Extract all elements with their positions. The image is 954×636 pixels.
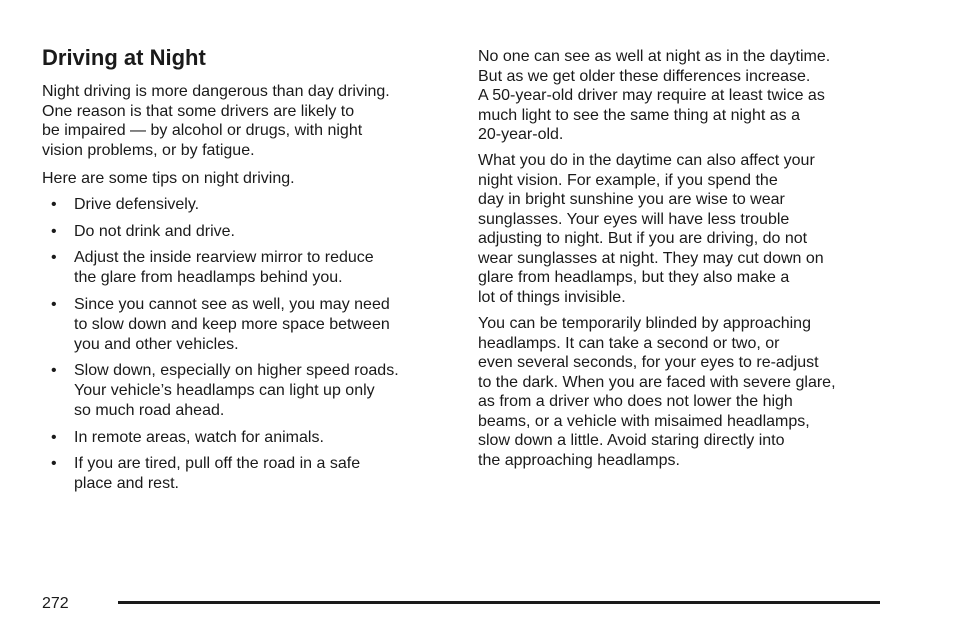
paragraph-daytime: What you do in the daytime can also affect your night vision. For example, if you spend the day in bright sunshine you are wise to wear sunglasses. Your eyes will have less trouble adjusting to night. But if you are driving, do not wear sunglasses at night. They may cut down on glare from headlamps, but they also make a lot of things invisible.: [478, 152, 824, 306]
paragraph-age: No one can see as well at night as in the daytime. But as we get older these differences increase. A 50-year-old driver may require at least twice as much light to see the same thing at night as a 20-year-old.: [478, 48, 831, 143]
paragraph-glare: You can be temporarily blinded by approaching headlamps. It can take a second or two, or even several seconds, for your eyes to re-adjust to the dark. When you are faced with severe glare, as from a driver who does not lower the high beams, or a vehicle with misaimed headlamps, slow down a little. Avoid staring directly into the approaching headlamps.: [478, 315, 836, 469]
tips-intro: Here are some tips on night driving.: [42, 170, 295, 187]
tip-text: In remote areas, watch for animals.: [74, 428, 324, 446]
footer-rule: [118, 601, 880, 604]
tips-list: [42, 195, 452, 501]
list-item: • Drive defensively.: [51, 196, 200, 213]
list-item: • Slow down, especially on higher speed roads. Your vehicle’s headlamps can light up only so much road ahead.: [51, 362, 399, 419]
section-heading: Driving at Night: [42, 45, 206, 70]
tip-text: Slow down, especially on higher speed roads. Your vehicle’s headlamps can light up only so much road ahead.: [74, 362, 399, 419]
list-item: • In remote areas, watch for animals.: [51, 428, 324, 446]
tip-text: Adjust the inside rearview mirror to reduce the glare from headlamps behind you.: [74, 249, 374, 286]
tip-text: Drive defensively.: [74, 196, 200, 213]
list-item: • If you are tired, pull off the road in a safe place and rest.: [51, 455, 361, 492]
list-item: • Adjust the inside rearview mirror to reduce the glare from headlamps behind you.: [51, 249, 374, 286]
tip-text: Since you cannot see as well, you may need to slow down and keep more space between you and other vehicles.: [74, 295, 390, 353]
tip-text: Do not drink and drive.: [74, 222, 235, 240]
list-item: • Do not drink and drive.: [51, 222, 235, 240]
tip-text: If you are tired, pull off the road in a safe place and rest.: [74, 455, 361, 492]
page-number: 272: [42, 595, 69, 612]
intro-paragraph: Night driving is more dangerous than day driving. One reason is that some drivers are likely to be impaired — by alcohol or drugs, with night vision problems, or by fatigue.: [42, 83, 390, 159]
list-item: • Since you cannot see as well, you may need to slow down and keep more space between you and other vehicles.: [51, 295, 390, 353]
